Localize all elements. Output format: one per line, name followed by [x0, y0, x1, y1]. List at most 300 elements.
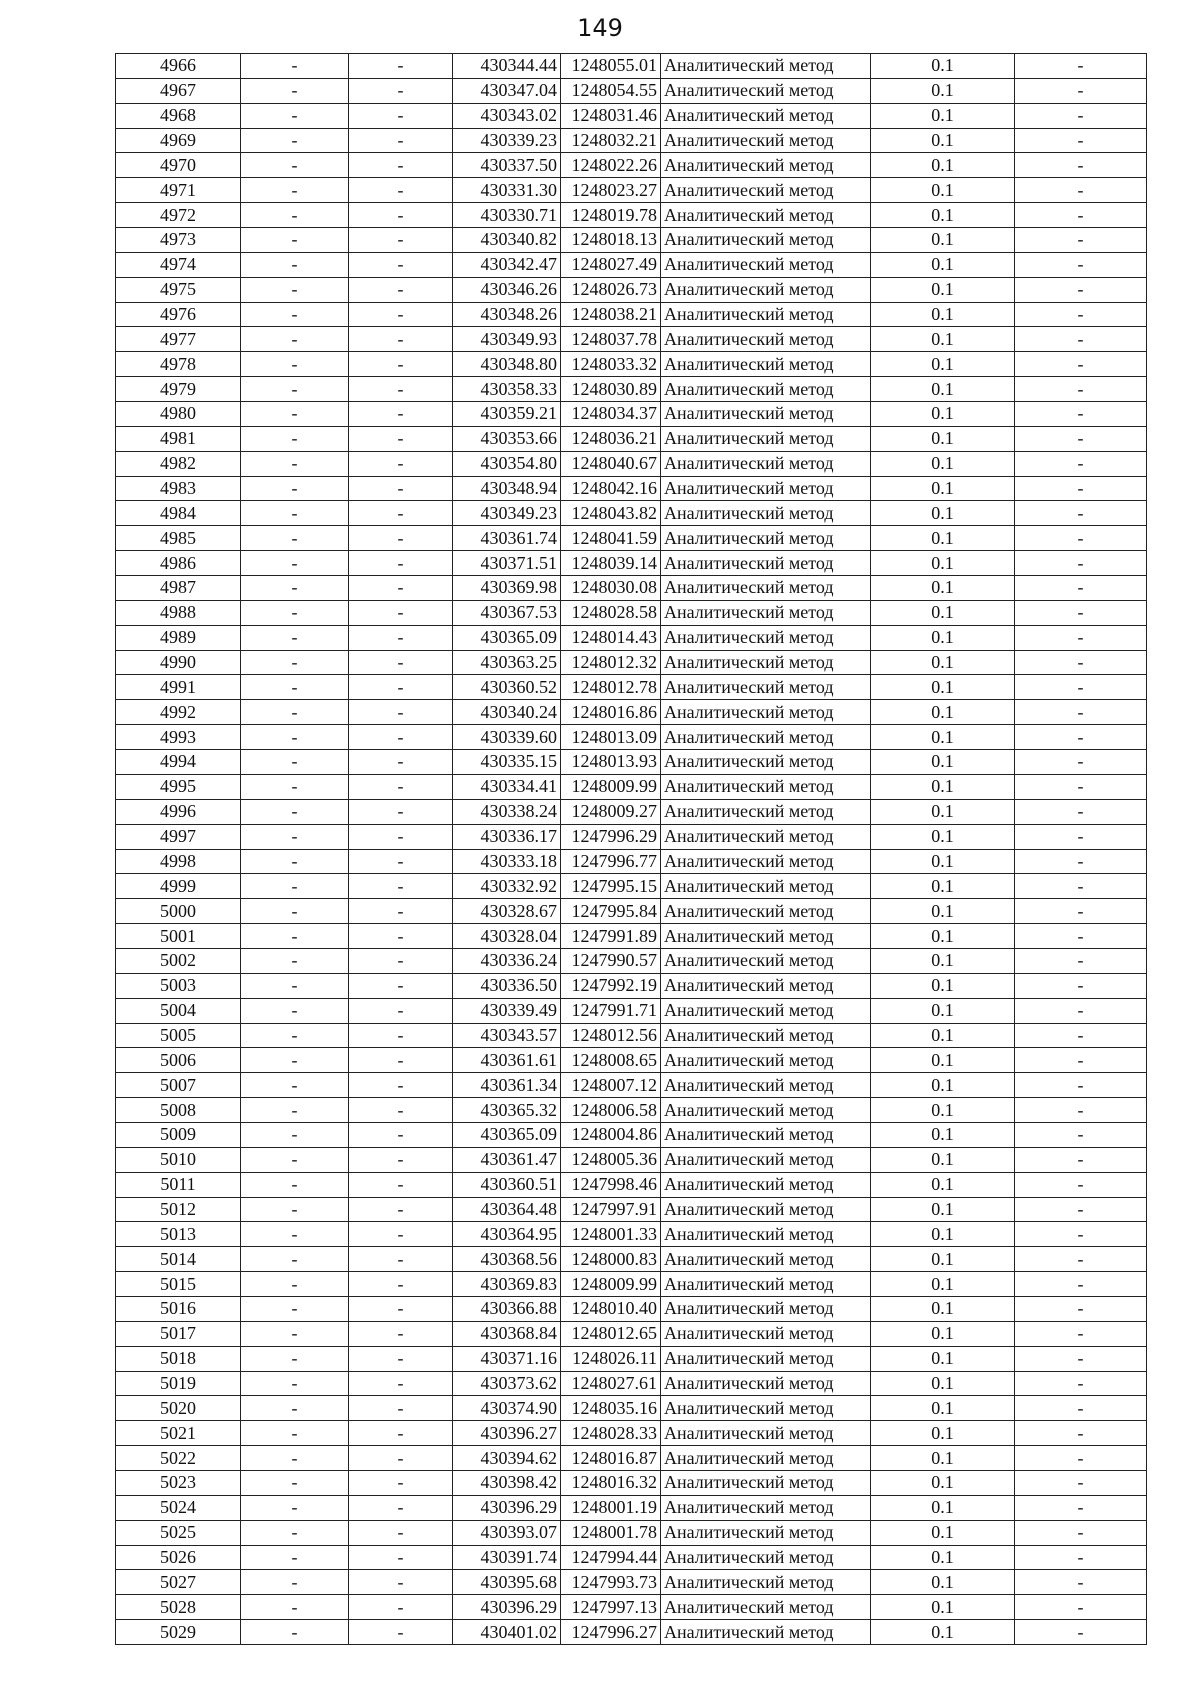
- y-coordinate-cell: 1248028.33: [561, 1421, 661, 1446]
- y-coordinate-cell: 1248027.49: [561, 252, 661, 277]
- point-number-cell: 5022: [116, 1446, 241, 1471]
- dash-cell: -: [349, 1321, 453, 1346]
- x-coordinate-cell: 430339.60: [453, 725, 561, 750]
- table-row: [116, 948, 1147, 973]
- table-row: [116, 998, 1147, 1023]
- table-row: [116, 252, 1147, 277]
- dash-cell: -: [241, 625, 349, 650]
- dash-cell: -: [1015, 277, 1147, 302]
- point-number-cell: 5020: [116, 1396, 241, 1421]
- method-cell: Аналитический метод: [661, 799, 871, 824]
- accuracy-cell: 0.1: [871, 899, 1015, 924]
- table-row: [116, 451, 1147, 476]
- x-coordinate-cell: 430361.61: [453, 1048, 561, 1073]
- point-number-cell: 5017: [116, 1321, 241, 1346]
- dash-cell: -: [349, 1098, 453, 1123]
- table-row: [116, 551, 1147, 576]
- method-cell: Аналитический метод: [661, 377, 871, 402]
- point-number-cell: 5006: [116, 1048, 241, 1073]
- method-cell: Аналитический метод: [661, 1272, 871, 1297]
- method-cell: Аналитический метод: [661, 1098, 871, 1123]
- dash-cell: -: [349, 1147, 453, 1172]
- method-cell: Аналитический метод: [661, 1396, 871, 1421]
- method-cell: Аналитический метод: [661, 526, 871, 551]
- point-number-cell: 5025: [116, 1520, 241, 1545]
- accuracy-cell: 0.1: [871, 1446, 1015, 1471]
- point-number-cell: 5010: [116, 1147, 241, 1172]
- method-cell: Аналитический метод: [661, 1321, 871, 1346]
- y-coordinate-cell: 1247991.89: [561, 924, 661, 949]
- accuracy-cell: 0.1: [871, 252, 1015, 277]
- point-number-cell: 4997: [116, 824, 241, 849]
- point-number-cell: 4974: [116, 252, 241, 277]
- dash-cell: -: [1015, 948, 1147, 973]
- dash-cell: -: [1015, 1197, 1147, 1222]
- x-coordinate-cell: 430396.27: [453, 1421, 561, 1446]
- table-row: [116, 1222, 1147, 1247]
- dash-cell: -: [241, 849, 349, 874]
- y-coordinate-cell: 1248006.58: [561, 1098, 661, 1123]
- dash-cell: -: [241, 551, 349, 576]
- x-coordinate-cell: 430359.21: [453, 402, 561, 427]
- coordinates-table: [115, 53, 1147, 1645]
- method-cell: Аналитический метод: [661, 824, 871, 849]
- y-coordinate-cell: 1248026.11: [561, 1346, 661, 1371]
- dash-cell: -: [1015, 551, 1147, 576]
- accuracy-cell: 0.1: [871, 1222, 1015, 1247]
- point-number-cell: 4976: [116, 302, 241, 327]
- point-number-cell: 5008: [116, 1098, 241, 1123]
- dash-cell: -: [1015, 1396, 1147, 1421]
- dash-cell: -: [241, 302, 349, 327]
- dash-cell: -: [1015, 327, 1147, 352]
- dash-cell: -: [1015, 625, 1147, 650]
- dash-cell: -: [241, 1073, 349, 1098]
- table-row: [116, 426, 1147, 451]
- point-number-cell: 5021: [116, 1421, 241, 1446]
- point-number-cell: 5013: [116, 1222, 241, 1247]
- point-number-cell: 5018: [116, 1346, 241, 1371]
- dash-cell: -: [349, 302, 453, 327]
- method-cell: Аналитический метод: [661, 551, 871, 576]
- x-coordinate-cell: 430331.30: [453, 178, 561, 203]
- method-cell: Аналитический метод: [661, 1545, 871, 1570]
- y-coordinate-cell: 1248043.82: [561, 501, 661, 526]
- dash-cell: -: [241, 228, 349, 253]
- dash-cell: -: [241, 327, 349, 352]
- method-cell: Аналитический метод: [661, 849, 871, 874]
- table-row: [116, 700, 1147, 725]
- dash-cell: -: [241, 1222, 349, 1247]
- accuracy-cell: 0.1: [871, 1520, 1015, 1545]
- point-number-cell: 5001: [116, 924, 241, 949]
- method-cell: Аналитический метод: [661, 402, 871, 427]
- dash-cell: -: [241, 998, 349, 1023]
- method-cell: Аналитический метод: [661, 725, 871, 750]
- x-coordinate-cell: 430333.18: [453, 849, 561, 874]
- point-number-cell: 4969: [116, 128, 241, 153]
- table-row: [116, 1570, 1147, 1595]
- x-coordinate-cell: 430374.90: [453, 1396, 561, 1421]
- point-number-cell: 4975: [116, 277, 241, 302]
- dash-cell: -: [241, 1545, 349, 1570]
- method-cell: Аналитический метод: [661, 576, 871, 601]
- dash-cell: -: [1015, 228, 1147, 253]
- point-number-cell: 4986: [116, 551, 241, 576]
- accuracy-cell: 0.1: [871, 327, 1015, 352]
- dash-cell: -: [1015, 526, 1147, 551]
- dash-cell: -: [1015, 600, 1147, 625]
- x-coordinate-cell: 430373.62: [453, 1371, 561, 1396]
- method-cell: Аналитический метод: [661, 948, 871, 973]
- method-cell: Аналитический метод: [661, 1470, 871, 1495]
- accuracy-cell: 0.1: [871, 824, 1015, 849]
- method-cell: Аналитический метод: [661, 700, 871, 725]
- y-coordinate-cell: 1248004.86: [561, 1122, 661, 1147]
- x-coordinate-cell: 430361.47: [453, 1147, 561, 1172]
- point-number-cell: 4987: [116, 576, 241, 601]
- dash-cell: -: [349, 1620, 453, 1645]
- table-row: [116, 203, 1147, 228]
- accuracy-cell: 0.1: [871, 1247, 1015, 1272]
- x-coordinate-cell: 430360.52: [453, 675, 561, 700]
- accuracy-cell: 0.1: [871, 998, 1015, 1023]
- x-coordinate-cell: 430332.92: [453, 874, 561, 899]
- accuracy-cell: 0.1: [871, 1048, 1015, 1073]
- x-coordinate-cell: 430354.80: [453, 451, 561, 476]
- accuracy-cell: 0.1: [871, 774, 1015, 799]
- accuracy-cell: 0.1: [871, 551, 1015, 576]
- accuracy-cell: 0.1: [871, 78, 1015, 103]
- method-cell: Аналитический метод: [661, 1197, 871, 1222]
- method-cell: Аналитический метод: [661, 924, 871, 949]
- dash-cell: -: [349, 874, 453, 899]
- point-number-cell: 4966: [116, 54, 241, 79]
- x-coordinate-cell: 430334.41: [453, 774, 561, 799]
- dash-cell: -: [349, 153, 453, 178]
- accuracy-cell: 0.1: [871, 1371, 1015, 1396]
- table-row: [116, 1595, 1147, 1620]
- dash-cell: -: [1015, 1222, 1147, 1247]
- x-coordinate-cell: 430365.32: [453, 1098, 561, 1123]
- table-row: [116, 1446, 1147, 1471]
- dash-cell: -: [349, 1446, 453, 1471]
- x-coordinate-cell: 430367.53: [453, 600, 561, 625]
- dash-cell: -: [349, 1396, 453, 1421]
- table-row: [116, 725, 1147, 750]
- table-row: [116, 153, 1147, 178]
- accuracy-cell: 0.1: [871, 1023, 1015, 1048]
- accuracy-cell: 0.1: [871, 600, 1015, 625]
- y-coordinate-cell: 1248030.08: [561, 576, 661, 601]
- dash-cell: -: [1015, 998, 1147, 1023]
- dash-cell: -: [349, 352, 453, 377]
- y-coordinate-cell: 1248039.14: [561, 551, 661, 576]
- table-row: [116, 1197, 1147, 1222]
- x-coordinate-cell: 430348.26: [453, 302, 561, 327]
- accuracy-cell: 0.1: [871, 1346, 1015, 1371]
- table-row: [116, 874, 1147, 899]
- method-cell: Аналитический метод: [661, 1147, 871, 1172]
- y-coordinate-cell: 1247993.73: [561, 1570, 661, 1595]
- x-coordinate-cell: 430336.17: [453, 824, 561, 849]
- table-row: [116, 327, 1147, 352]
- y-coordinate-cell: 1248033.32: [561, 352, 661, 377]
- point-number-cell: 5028: [116, 1595, 241, 1620]
- dash-cell: -: [241, 799, 349, 824]
- x-coordinate-cell: 430340.24: [453, 700, 561, 725]
- y-coordinate-cell: 1247995.15: [561, 874, 661, 899]
- y-coordinate-cell: 1248034.37: [561, 402, 661, 427]
- y-coordinate-cell: 1248031.46: [561, 103, 661, 128]
- dash-cell: -: [241, 1197, 349, 1222]
- dash-cell: -: [349, 750, 453, 775]
- y-coordinate-cell: 1248022.26: [561, 153, 661, 178]
- y-coordinate-cell: 1247992.19: [561, 973, 661, 998]
- dash-cell: -: [241, 750, 349, 775]
- x-coordinate-cell: 430358.33: [453, 377, 561, 402]
- point-number-cell: 5026: [116, 1545, 241, 1570]
- dash-cell: -: [349, 426, 453, 451]
- accuracy-cell: 0.1: [871, 153, 1015, 178]
- x-coordinate-cell: 430394.62: [453, 1446, 561, 1471]
- method-cell: Аналитический метод: [661, 352, 871, 377]
- point-number-cell: 4971: [116, 178, 241, 203]
- table-row: [116, 799, 1147, 824]
- table-row: [116, 78, 1147, 103]
- dash-cell: -: [349, 650, 453, 675]
- x-coordinate-cell: 430365.09: [453, 1122, 561, 1147]
- dash-cell: -: [241, 277, 349, 302]
- dash-cell: -: [241, 1421, 349, 1446]
- method-cell: Аналитический метод: [661, 1595, 871, 1620]
- dash-cell: -: [349, 1247, 453, 1272]
- point-number-cell: 4984: [116, 501, 241, 526]
- accuracy-cell: 0.1: [871, 402, 1015, 427]
- table-row: [116, 1396, 1147, 1421]
- dash-cell: -: [349, 700, 453, 725]
- dash-cell: -: [349, 277, 453, 302]
- dash-cell: -: [349, 327, 453, 352]
- table-row: [116, 302, 1147, 327]
- method-cell: Аналитический метод: [661, 54, 871, 79]
- table-row: [116, 1048, 1147, 1073]
- dash-cell: -: [349, 402, 453, 427]
- x-coordinate-cell: 430340.82: [453, 228, 561, 253]
- y-coordinate-cell: 1248009.27: [561, 799, 661, 824]
- x-coordinate-cell: 430343.57: [453, 1023, 561, 1048]
- dash-cell: -: [241, 1122, 349, 1147]
- point-number-cell: 4973: [116, 228, 241, 253]
- table-row: [116, 178, 1147, 203]
- accuracy-cell: 0.1: [871, 178, 1015, 203]
- method-cell: Аналитический метод: [661, 1570, 871, 1595]
- y-coordinate-cell: 1248005.36: [561, 1147, 661, 1172]
- table-row: [116, 103, 1147, 128]
- y-coordinate-cell: 1248023.27: [561, 178, 661, 203]
- dash-cell: -: [1015, 1421, 1147, 1446]
- dash-cell: -: [1015, 252, 1147, 277]
- accuracy-cell: 0.1: [871, 476, 1015, 501]
- dash-cell: -: [241, 675, 349, 700]
- table-row: [116, 228, 1147, 253]
- accuracy-cell: 0.1: [871, 1197, 1015, 1222]
- y-coordinate-cell: 1247997.13: [561, 1595, 661, 1620]
- point-number-cell: 4994: [116, 750, 241, 775]
- point-number-cell: 4981: [116, 426, 241, 451]
- table-row: [116, 1545, 1147, 1570]
- dash-cell: -: [241, 1023, 349, 1048]
- y-coordinate-cell: 1248009.99: [561, 774, 661, 799]
- dash-cell: -: [349, 1197, 453, 1222]
- y-coordinate-cell: 1248010.40: [561, 1296, 661, 1321]
- table-row: [116, 650, 1147, 675]
- accuracy-cell: 0.1: [871, 377, 1015, 402]
- dash-cell: -: [241, 1321, 349, 1346]
- point-number-cell: 5024: [116, 1495, 241, 1520]
- dash-cell: -: [1015, 501, 1147, 526]
- dash-cell: -: [349, 774, 453, 799]
- dash-cell: -: [349, 377, 453, 402]
- dash-cell: -: [241, 426, 349, 451]
- table-row: [116, 501, 1147, 526]
- dash-cell: -: [241, 600, 349, 625]
- dash-cell: -: [241, 1098, 349, 1123]
- dash-cell: -: [1015, 377, 1147, 402]
- point-number-cell: 5009: [116, 1122, 241, 1147]
- x-coordinate-cell: 430366.88: [453, 1296, 561, 1321]
- x-coordinate-cell: 430364.95: [453, 1222, 561, 1247]
- dash-cell: -: [349, 1545, 453, 1570]
- point-number-cell: 4968: [116, 103, 241, 128]
- table-row: [116, 1346, 1147, 1371]
- accuracy-cell: 0.1: [871, 1495, 1015, 1520]
- accuracy-cell: 0.1: [871, 1396, 1015, 1421]
- dash-cell: -: [1015, 874, 1147, 899]
- x-coordinate-cell: 430396.29: [453, 1595, 561, 1620]
- accuracy-cell: 0.1: [871, 228, 1015, 253]
- dash-cell: -: [241, 824, 349, 849]
- accuracy-cell: 0.1: [871, 1620, 1015, 1645]
- point-number-cell: 4996: [116, 799, 241, 824]
- x-coordinate-cell: 430348.94: [453, 476, 561, 501]
- method-cell: Аналитический метод: [661, 675, 871, 700]
- point-number-cell: 5019: [116, 1371, 241, 1396]
- dash-cell: -: [241, 650, 349, 675]
- dash-cell: -: [1015, 824, 1147, 849]
- dash-cell: -: [1015, 1073, 1147, 1098]
- dash-cell: -: [1015, 451, 1147, 476]
- accuracy-cell: 0.1: [871, 948, 1015, 973]
- accuracy-cell: 0.1: [871, 1122, 1015, 1147]
- y-coordinate-cell: 1248040.67: [561, 451, 661, 476]
- point-number-cell: 5005: [116, 1023, 241, 1048]
- dash-cell: -: [241, 476, 349, 501]
- dash-cell: -: [241, 725, 349, 750]
- method-cell: Аналитический метод: [661, 774, 871, 799]
- dash-cell: -: [349, 600, 453, 625]
- dash-cell: -: [1015, 1346, 1147, 1371]
- dash-cell: -: [241, 1247, 349, 1272]
- dash-cell: -: [1015, 128, 1147, 153]
- point-number-cell: 4977: [116, 327, 241, 352]
- dash-cell: -: [349, 948, 453, 973]
- dash-cell: -: [1015, 1545, 1147, 1570]
- dash-cell: -: [349, 1048, 453, 1073]
- x-coordinate-cell: 430401.02: [453, 1620, 561, 1645]
- dash-cell: -: [1015, 1446, 1147, 1471]
- dash-cell: -: [349, 1172, 453, 1197]
- table-row: [116, 849, 1147, 874]
- dash-cell: -: [241, 1620, 349, 1645]
- accuracy-cell: 0.1: [871, 526, 1015, 551]
- x-coordinate-cell: 430360.51: [453, 1172, 561, 1197]
- dash-cell: -: [1015, 178, 1147, 203]
- dash-cell: -: [241, 1520, 349, 1545]
- method-cell: Аналитический метод: [661, 277, 871, 302]
- method-cell: Аналитический метод: [661, 78, 871, 103]
- point-number-cell: 4992: [116, 700, 241, 725]
- dash-cell: -: [1015, 1147, 1147, 1172]
- accuracy-cell: 0.1: [871, 1570, 1015, 1595]
- y-coordinate-cell: 1248000.83: [561, 1247, 661, 1272]
- dash-cell: -: [349, 824, 453, 849]
- y-coordinate-cell: 1248016.86: [561, 700, 661, 725]
- dash-cell: -: [1015, 54, 1147, 79]
- dash-cell: -: [241, 352, 349, 377]
- method-cell: Аналитический метод: [661, 1620, 871, 1645]
- point-number-cell: 4999: [116, 874, 241, 899]
- dash-cell: -: [241, 973, 349, 998]
- table-row: [116, 1371, 1147, 1396]
- dash-cell: -: [241, 1495, 349, 1520]
- accuracy-cell: 0.1: [871, 501, 1015, 526]
- point-number-cell: 5007: [116, 1073, 241, 1098]
- y-coordinate-cell: 1248012.32: [561, 650, 661, 675]
- method-cell: Аналитический метод: [661, 228, 871, 253]
- method-cell: Аналитический метод: [661, 625, 871, 650]
- dash-cell: -: [1015, 1495, 1147, 1520]
- accuracy-cell: 0.1: [871, 1098, 1015, 1123]
- method-cell: Аналитический метод: [661, 103, 871, 128]
- dash-cell: -: [1015, 1098, 1147, 1123]
- method-cell: Аналитический метод: [661, 1446, 871, 1471]
- dash-cell: -: [1015, 203, 1147, 228]
- dash-cell: -: [1015, 899, 1147, 924]
- accuracy-cell: 0.1: [871, 1321, 1015, 1346]
- dash-cell: -: [1015, 78, 1147, 103]
- point-number-cell: 4985: [116, 526, 241, 551]
- method-cell: Аналитический метод: [661, 899, 871, 924]
- dash-cell: -: [1015, 1296, 1147, 1321]
- accuracy-cell: 0.1: [871, 103, 1015, 128]
- table-row: [116, 1296, 1147, 1321]
- table-row: [116, 924, 1147, 949]
- method-cell: Аналитический метод: [661, 1073, 871, 1098]
- table-row: [116, 1147, 1147, 1172]
- method-cell: Аналитический метод: [661, 153, 871, 178]
- dash-cell: -: [241, 178, 349, 203]
- dash-cell: -: [349, 576, 453, 601]
- accuracy-cell: 0.1: [871, 675, 1015, 700]
- method-cell: Аналитический метод: [661, 252, 871, 277]
- dash-cell: -: [241, 924, 349, 949]
- dash-cell: -: [241, 1371, 349, 1396]
- table-row: [116, 899, 1147, 924]
- dash-cell: -: [241, 252, 349, 277]
- dash-cell: -: [241, 78, 349, 103]
- y-coordinate-cell: 1248008.65: [561, 1048, 661, 1073]
